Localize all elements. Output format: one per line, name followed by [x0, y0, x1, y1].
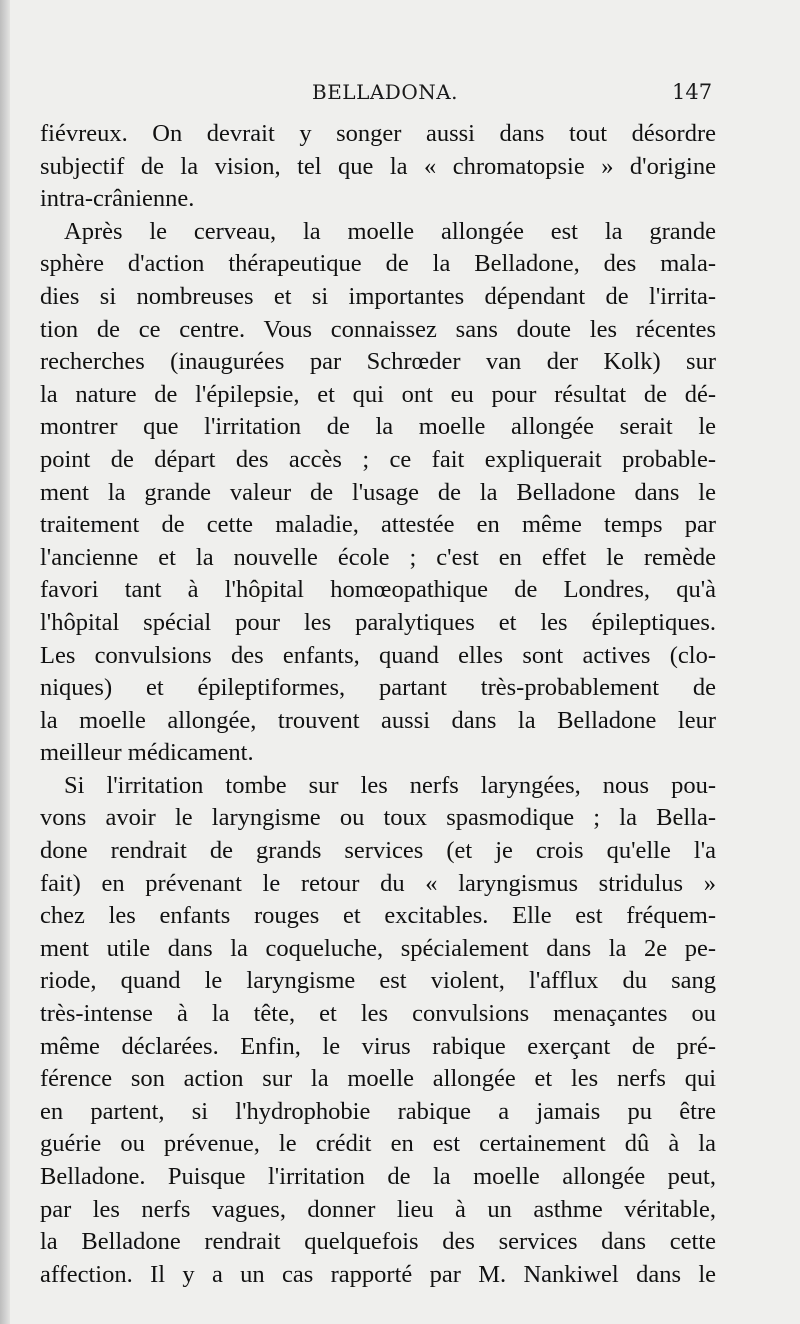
- text-line: l'hôpital spécial pour les paralytiques et les épileptiques.: [40, 608, 716, 636]
- text-line: subjectif de la vision, tel que la « chromatopsie » d'origine: [40, 152, 716, 180]
- scan-edge: [0, 0, 10, 1324]
- text-line: niques) et épileptiformes, partant très-probablement de: [40, 674, 716, 702]
- text-line: fiévreux. On devrait y songer aussi dans tout désordre: [40, 120, 716, 147]
- text-line: sphère d'action thérapeutique de la Belladone, des mala-: [40, 250, 716, 278]
- text-line: par les nerfs vagues, donner lieu à un asthme véritable,: [40, 1195, 716, 1223]
- text-line: la moelle allongée, trouvent aussi dans la Belladone leur: [40, 706, 716, 734]
- text-line: affection. Il y a un cas rapporté par M. Nankiwel dans le: [40, 1260, 716, 1288]
- text-line: la Belladone rendrait quelquefois des services dans cette: [40, 1228, 716, 1256]
- running-head: BELLADONA.: [312, 80, 459, 104]
- text-line: vons avoir le laryngisme ou toux spasmodique ; la Bella-: [40, 804, 716, 832]
- body-text: [40, 118, 716, 1291]
- text-line: ment utile dans la coqueluche, spécialement dans la 2e pe-: [40, 934, 716, 962]
- text-line: ment la grande valeur de l'usage de la Belladone dans le: [40, 478, 716, 506]
- text-line: recherches (inaugurées par Schrœder van der Kolk) sur: [40, 348, 716, 376]
- page-header: [0, 80, 800, 110]
- text-line: traitement de cette maladie, attestée en même temps par: [40, 511, 716, 539]
- text-line: riode, quand le laryngisme est violent, l'afflux du sang: [40, 967, 716, 995]
- text-line: l'ancienne et la nouvelle école ; c'est en effet le remède: [40, 543, 716, 571]
- text-line: favori tant à l'hôpital homœopathique de Londres, qu'à: [40, 576, 716, 604]
- text-line: Belladone. Puisque l'irritation de la moelle allongée peut,: [40, 1163, 716, 1190]
- text-line: Après le cerveau, la moelle allongée est la grande: [64, 217, 716, 245]
- text-line: férence son action sur la moelle allongée et les nerfs qui: [40, 1065, 716, 1093]
- text-line: en partent, si l'hydrophobie rabique a jamais pu être: [40, 1097, 716, 1125]
- text-line: tion de ce centre. Vous connaissez sans doute les récentes: [40, 315, 716, 343]
- text-line: la nature de l'épilepsie, et qui ont eu pour résultat de dé-: [40, 380, 716, 408]
- text-line: point de départ des accès ; ce fait expliquerait probable-: [40, 445, 716, 473]
- text-line: dies si nombreuses et si importantes dépendant de l'irrita-: [40, 282, 716, 310]
- text-line: Les convulsions des enfants, quand elles sont actives (clo-: [40, 641, 716, 669]
- text-line: done rendrait de grands services (et je crois qu'elle l'a: [40, 837, 716, 865]
- text-line: guérie ou prévenue, le crédit en est certainement dû à la: [40, 1130, 716, 1158]
- text-line: meilleur médicament.: [40, 739, 254, 767]
- text-line: très-intense à la tête, et les convulsions menaçantes ou: [40, 1000, 716, 1028]
- text-line: Si l'irritation tombe sur les nerfs laryngées, nous pou-: [64, 771, 716, 799]
- text-line: fait) en prévenant le retour du « laryngismus stridulus »: [40, 869, 716, 897]
- page-number: 147: [672, 80, 713, 104]
- text-line: montrer que l'irritation de la moelle allongée serait le: [40, 413, 716, 441]
- text-line: intra-crânienne.: [40, 185, 195, 213]
- text-line: même déclarées. Enfin, le virus rabique exerçant de pré-: [40, 1032, 716, 1060]
- text-line: chez les enfants rouges et excitables. Elle est fréquem-: [40, 902, 716, 930]
